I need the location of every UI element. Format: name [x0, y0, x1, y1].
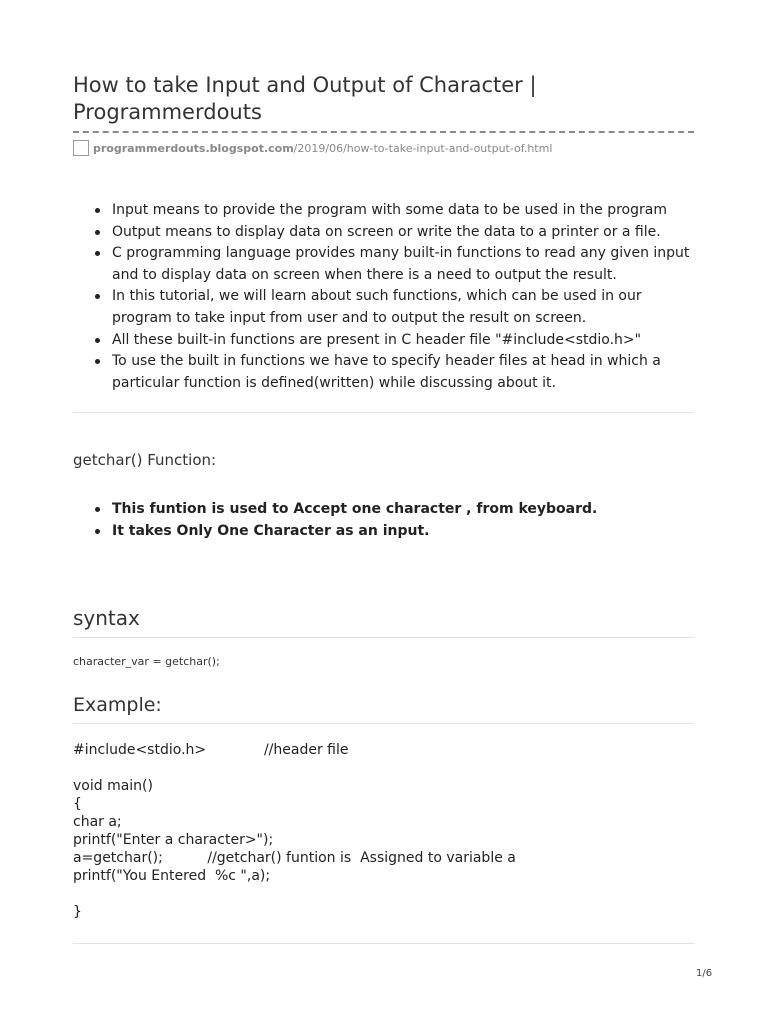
code-line: printf("You Entered %c ",a); [73, 868, 271, 884]
example-heading: Example: [73, 694, 162, 716]
code-line: } [73, 904, 82, 920]
title-divider [73, 131, 694, 133]
code-line: a=getchar(); //getchar() funtion is Assigned to variable a [73, 850, 516, 866]
section-divider [73, 637, 694, 638]
code-line: #include<stdio.h> //header file [73, 742, 349, 758]
list-item: C programming language provides many built-in functions to read any given input and to display data on screen when there is a need to output the result. [112, 243, 694, 286]
code-line: char a; [73, 814, 122, 830]
favicon-icon [73, 140, 89, 156]
section-divider [73, 723, 694, 724]
syntax-heading: syntax [73, 606, 140, 630]
list-item: In this tutorial, we will learn about such functions, which can be used in our program to take input from user and to output the result on screen. [112, 286, 694, 329]
source-link[interactable] [73, 138, 552, 158]
getchar-heading: getchar() Function: [73, 451, 217, 469]
getchar-points [73, 499, 694, 542]
code-line: { [73, 796, 82, 812]
list-item: It takes Only One Character as an input. [112, 521, 694, 543]
source-domain: programmerdouts.blogspot.com [93, 141, 294, 155]
code-line: printf("Enter a character>"); [73, 832, 274, 848]
code-line [73, 885, 694, 903]
section-divider [73, 943, 694, 944]
section-divider [73, 412, 694, 413]
page-title: How to take Input and Output of Character | Programmerdouts [73, 73, 537, 124]
list-item: All these built-in functions are present in C header file "#include<stdio.h>" [112, 330, 694, 352]
code-line: void main() [73, 778, 153, 794]
list-item: Output means to display data on screen or write the data to a printer or a file. [112, 222, 694, 244]
code-line [73, 759, 694, 777]
example-code [73, 741, 694, 921]
list-item: To use the built in functions we have to specify header files at head in which a particular function is defined(written) while discussing about it. [112, 351, 694, 394]
syntax-code: character_var = getchar(); [73, 655, 220, 668]
list-item: This funtion is used to Accept one character , from keyboard. [112, 499, 694, 521]
intro-list [73, 200, 694, 394]
source-path: /2019/06/how-to-take-input-and-output-of.html [293, 141, 553, 155]
page-number: 1/6 [696, 968, 713, 979]
list-item: Input means to provide the program with some data to be used in the program [112, 200, 694, 222]
